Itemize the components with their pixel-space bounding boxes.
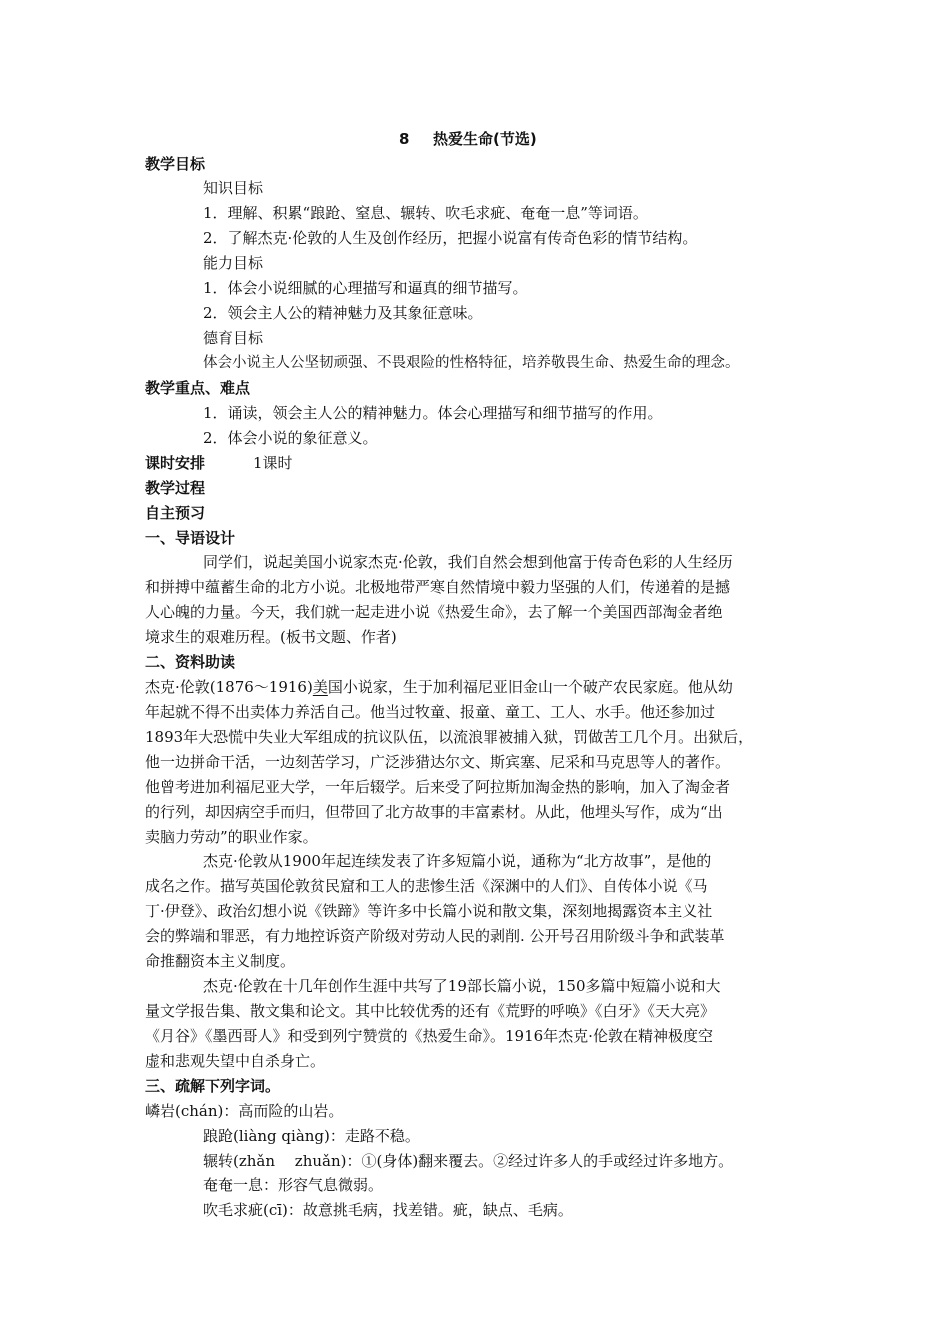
word-item: 吹毛求疵(cī)：故意挑毛病，找差错。疵，缺点、毛病。 <box>203 1201 573 1219</box>
reading-line: 量文学报告集、散文集和论文。其中比较优秀的还有《荒野的呼唤》《白牙》《天大亮》 <box>145 1002 716 1020</box>
preview-heading: 自主预习 <box>145 504 206 522</box>
intro-line: 和拼搏中蕴蓄生命的北方小说。北极地带严寒自然情境中毅力坚强的人们，传递着的是撼 <box>145 578 731 596</box>
word-item: 踉跄(liàng qiàng)：走路不稳。 <box>203 1127 420 1145</box>
reading-line: 的行列，却因病空手而归，但带回了北方故事的丰富素材。从此，他埋头写作，成为“出 <box>145 803 723 821</box>
word-item: 奄奄一息：形容气息微弱。 <box>203 1176 384 1194</box>
reading-heading: 二、资料助读 <box>145 653 236 671</box>
intro-line: 境求生的艰难历程。(板书文题、作者) <box>145 628 397 646</box>
reading-line: 他一边拼命干活，一边刻苦学习，广泛涉猎达尔文、斯宾塞、尼采和马克思等人的著作。 <box>145 753 731 771</box>
reading-line: 年起就不得不出卖体力养活自己。他当过牧童、报童、童工、工人、水手。他还参加过 <box>145 703 716 721</box>
key-point-item: 2．体会小说的象征意义。 <box>203 429 378 447</box>
moral-text: 体会小说主人公坚韧顽强、不畏艰险的性格特征，培养敬畏生命、热爱生命的理念。 <box>203 355 740 371</box>
reading-line: 成名之作。描写英国伦敦贫民窟和工人的悲惨生活《深渊中的人们》、自传体小说《马 <box>145 877 708 895</box>
ability-label: 能力目标 <box>203 254 264 272</box>
reading-line: 杰克·伦敦在十几年创作生涯中共写了19部长篇小说，150多篇中短篇小说和大 <box>203 977 721 995</box>
reading-line: 丁·伊登》、政治幻想小说《铁蹄》等许多中长篇小说和散文集，深刻地揭露资本主义社 <box>145 902 713 920</box>
reading-text: 国小说家，生于加利福尼亚旧金山一个破产农民家庭。他从幼 <box>327 678 733 696</box>
knowledge-item: 2．了解杰克·伦敦的人生及创作经历，把握小说富有传奇色彩的情节结构。 <box>203 229 698 247</box>
knowledge-item: 1．理解、积累“踉跄、窒息、辗转、吹毛求疵、奄奄一息”等词语。 <box>203 204 648 222</box>
reading-line: 杰克·伦敦从1900年起连续发表了许多短篇小说，通称为“北方故事”，是他的 <box>203 852 712 870</box>
intro-heading: 一、导语设计 <box>145 529 236 547</box>
intro-line: 同学们，说起美国小说家杰克·伦敦，我们自然会想到他富于传奇色彩的人生经历 <box>203 553 733 571</box>
process-heading: 教学过程 <box>145 479 206 497</box>
moral-label: 德育目标 <box>203 329 264 347</box>
reading-line: 虚和悲观失望中自杀身亡。 <box>145 1052 326 1070</box>
reading-line: 会的弊端和罪恶，有力地控诉资产阶级对劳动人民的剥削. 公开号召用阶级斗争和武装革 <box>145 927 725 945</box>
reading-line: 《月谷》《墨西哥人》和受到列宁赞赏的《热爱生命》。1916年杰克·伦敦在精神极度空 <box>145 1027 713 1045</box>
key-points-heading: 教学重点、难点 <box>145 379 251 397</box>
schedule-value: 1课时 <box>253 454 293 472</box>
reading-line <box>145 677 733 697</box>
reading-underlined-text: 美 <box>312 678 328 696</box>
word-item: 嶙岩(chán)：高而险的山岩。 <box>145 1102 344 1120</box>
word-item: 辗转(zhǎn zhuǎn)：①(身体)翻来覆去。②经过许多人的手或经过许多地方。 <box>203 1152 734 1170</box>
knowledge-label: 知识目标 <box>203 179 264 197</box>
ability-item: 2．领会主人公的精神魅力及其象征意味。 <box>203 304 483 322</box>
page-title: 热爱生命(节选) <box>433 130 537 148</box>
reading-line: 卖脑力劳动”的职业作家。 <box>145 828 318 846</box>
schedule-label: 课时安排 <box>145 454 206 472</box>
lesson-number: 8 <box>399 130 410 148</box>
words-heading: 三、疏解下列字词。 <box>145 1077 281 1095</box>
reading-text: 杰克·伦敦(1876～1916) <box>145 678 313 696</box>
objectives-heading: 教学目标 <box>145 155 206 173</box>
intro-line: 人心魄的力量。今天，我们就一起走进小说《热爱生命》，去了解一个美国西部淘金者绝 <box>145 603 723 621</box>
key-point-item: 1．诵读，领会主人公的精神魅力。体会心理描写和细节描写的作用。 <box>203 404 663 422</box>
reading-line: 1893年大恐慌中失业大军组成的抗议队伍，以流浪罪被捕入狱，罚做苦工几个月。出狱后， <box>145 728 754 746</box>
reading-line: 命推翻资本主义制度。 <box>145 952 296 970</box>
ability-item: 1．体会小说细腻的心理描写和逼真的细节描写。 <box>203 279 528 297</box>
reading-line: 他曾考进加利福尼亚大学，一年后辍学。后来受了阿拉斯加淘金热的影响，加入了淘金者 <box>145 778 731 796</box>
